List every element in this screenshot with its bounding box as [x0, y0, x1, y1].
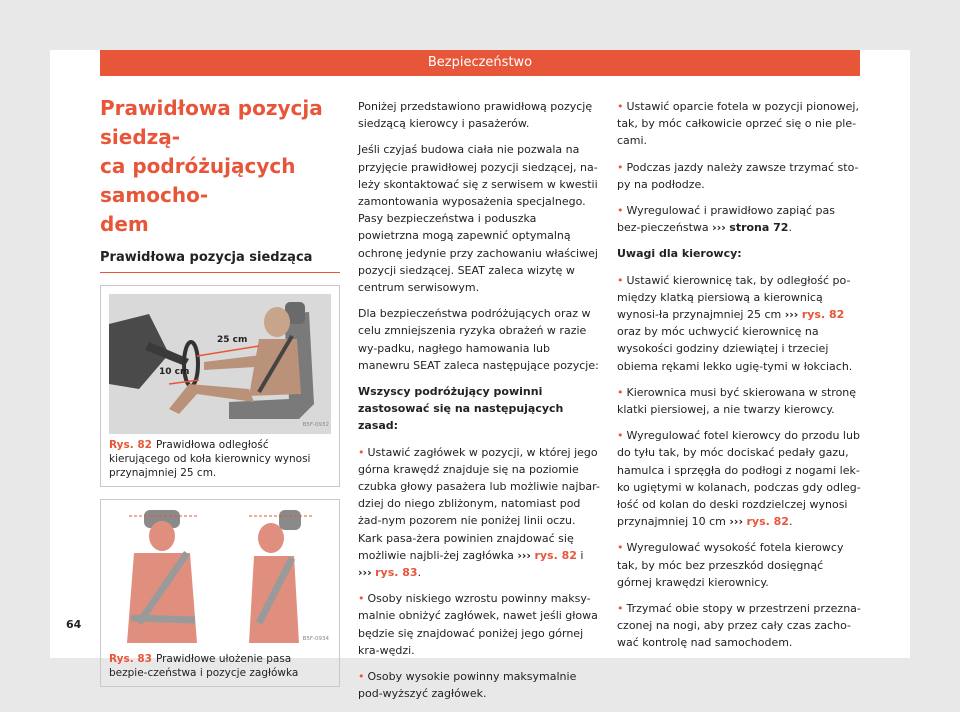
figure-82 [100, 285, 340, 487]
title-line-3: dem [100, 212, 149, 236]
bullet-backrest: • Ustawić oparcie fotela w pozycji pionowej, tak, by móc całkowicie oprzeć się o nie ple-cami. [617, 100, 859, 148]
seated-driver-illustration [109, 294, 331, 434]
figure-83-label: Rys. 83 [109, 653, 152, 666]
bullet-short-persons: • Osoby niskiego wzrostu powinny maksy-malnie obniżyć zagłówek, nawet jeśli głowa będzie się znajdować poniżej jego górnej kra-wędzi. [358, 592, 598, 657]
column-right [617, 98, 861, 661]
bullet-dot: • [358, 670, 365, 684]
bullet-seat-height: • Wyregulować wysokość fotela kierowcy tak, by móc bez przeszkód dosięgnąć górnej krawędzi kierownicy. [617, 541, 844, 589]
figure-82-code: B5F-0932 [302, 422, 329, 428]
bullet-dot: • [358, 592, 365, 606]
figure-82-illustration [109, 294, 331, 434]
title-line-1: Prawidłowa pozycja siedzą- [100, 96, 323, 149]
figure-83 [100, 499, 340, 687]
page-number: 64 [66, 618, 82, 631]
bullet-headrest-position: • Ustawić zagłówek w pozycji, w której jego górna krawędź znajduje się na poziomie czubka głowy pasażera lub możliwie najbar-dziej do niego zbliżonym, natomiast pod żad-nym pozorem nie poniżej linii oczu. Kark pasa-żera powinien znajdować się możliwie najbli-żej zagłówka ››› rys. 82 i ››› rys. 83. [358, 445, 600, 580]
dimension-10cm-label: 10 cm [159, 367, 190, 378]
paragraph-safety: Dla bezpieczeństwa podróżujących oraz w celu zmniejszenia ryzyka obrażeń w razie wy-padku, nagłego hamowania lub manewru SEAT zaleca następujące pozycje: [358, 307, 599, 372]
link-fig-83[interactable]: rys. 83 [375, 566, 418, 580]
section-header: Bezpieczeństwo [100, 50, 860, 76]
bullet-feet-space: • Trzymać obie stopy w przestrzeni przezna-czonej na nogi, aby przez cały czas zacho-wać kontrolę nad samochodem. [617, 602, 861, 650]
link-fig-82[interactable]: rys. 82 [746, 515, 789, 529]
link-fig-82[interactable]: rys. 82 [534, 548, 577, 562]
figure-82-caption [109, 438, 331, 480]
page-title [100, 94, 340, 239]
figure-82-label: Rys. 82 [109, 439, 152, 452]
paragraph-intro: Poniżej przedstawiono prawidłową pozycję siedzącą kierowcy i pasażerów. [358, 100, 593, 131]
bullet-dot: • [358, 445, 365, 459]
column-left [100, 94, 340, 687]
subheading-driver-notes: Uwagi dla kierowcy: [617, 247, 742, 261]
figure-83-caption [109, 652, 331, 680]
dimension-25cm-label: 25 cm [217, 335, 248, 346]
paragraph-special-equipment: Jeśli czyjaś budowa ciała nie pozwala na przyjęcie prawidłowej pozycji siedzącej, na-leży skontaktować się z serwisem w kwestii zamontowania wyposażenia specjalnego. Pasy bezpieczeństwa i poduszka powietrzna mogą zapewnić optymalną ochronę jedynie przy zachowaniu właściwej pozycji siedzącej. SEAT zaleca wizytę w centrum serwisowym. [358, 143, 598, 295]
section-subtitle: Prawidłowa pozycja siedząca [100, 249, 340, 273]
link-page-72[interactable]: strona 72 [729, 221, 789, 235]
subheading-all-occupants: Wszyscy podróżujący powinni zastosować się na następujących zasad: [358, 385, 564, 433]
bullet-tall-persons: • Osoby wysokie powinny maksymalnie pod-wyższyć zagłówek. [358, 670, 577, 701]
bullet-steering-distance: • Ustawić kierownicę tak, by odległość po-między klatką piersiową a kierownicą wynosi-ła przynajmniej 25 cm ››› rys. 82 oraz by móc uchwycić kierownicę na wysokości godziny dziewiątej i trzeciej obiema rękami lekko ugię-tymi w łokciach. [617, 273, 853, 373]
figure-83-caption-text: Prawidłowe ułożenie pasa bezpie-czeństwa i pozycje zagłówka [109, 653, 299, 680]
figure-82-caption-text: Prawidłowa odległość kierującego od koła kierownicy wynosi przynajmniej 25 cm. [109, 439, 311, 480]
figure-83-illustration [109, 508, 331, 648]
belt-headrest-illustration [109, 508, 331, 648]
bullet-feet-floor: • Podczas jazdy należy zawsze trzymać sto-py na podłodze. [617, 160, 859, 191]
title-line-2: ca podróżujących samocho- [100, 154, 296, 207]
bullet-seat-adjust: • Wyregulować fotel kierowcy do przodu lub do tyłu tak, by móc dociskać pedały gazu, hamulca i sprzęgła do podłogi z nogami lek-ko ugiętymi w kolanach, podczas gdy odleg-łość od kolan do deski rozdzielczej wynosi przynajmniej 10 cm ››› rys. 82. [617, 429, 861, 529]
link-fig-82[interactable]: rys. 82 [801, 308, 845, 322]
column-middle [358, 98, 600, 712]
bullet-seatbelt: • Wyregulować i prawidłowo zapiąć pas bez-pieczeństwa ››› strona 72. [617, 204, 835, 235]
manual-page [50, 50, 910, 701]
figure-83-code: B5F-0934 [302, 636, 329, 642]
bullet-steering-direction: • Kierownica musi być skierowana w stronę klatki piersiowej, a nie twarzy kierowcy. [617, 385, 857, 417]
